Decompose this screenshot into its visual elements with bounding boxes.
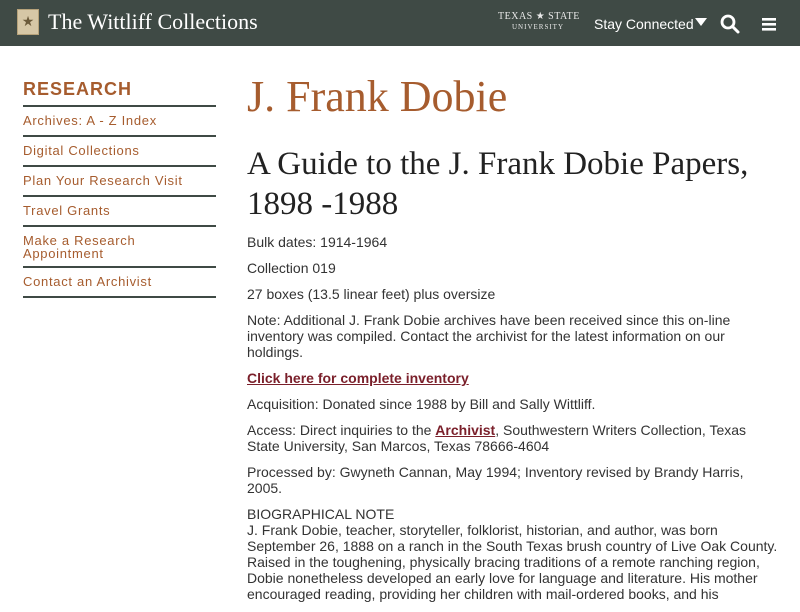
access-prefix: Access: Direct inquiries to the (247, 422, 436, 438)
archivist-link[interactable]: Archivist (435, 422, 496, 438)
research-sidebar (23, 78, 216, 298)
archive-note: Note: Additional J. Frank Dobie archives have been received since this on-line inventory was compiled. Contact the archivist for the latest information on our holdings. (247, 312, 731, 360)
inventory-link-paragraph (247, 370, 782, 386)
stay-connected-menu[interactable]: Stay Connected (594, 16, 694, 32)
acquisition-info: Acquisition: Donated since 1988 by Bill and Sally Wittliff. (247, 396, 596, 412)
hamburger-menu-icon[interactable] (758, 13, 780, 35)
main-content (247, 70, 782, 612)
processed-by: Processed by: Gwyneth Cannan, May 1994; Inventory revised by Brandy Harris, 2005. (247, 464, 744, 496)
access-info (247, 422, 782, 454)
wittliff-logo-icon[interactable]: ★ (17, 9, 39, 35)
sidebar-item-travel-grants[interactable]: Travel Grants (23, 197, 216, 227)
biographical-note: J. Frank Dobie, teacher, storyteller, folklorist, historian, and author, was born September 26, 1888 on a ranch in the South Texas brush country of Live Oak County. Raised in the toughening, physically bracing traditions of a remote ranching region, Dobie nonetheless developed an early love for language and literature. His mother encouraged reading, providing her children with mail-ordered books, and his (247, 522, 778, 602)
access-suffix: , Southwestern Writers Collection, Texas State University, San Marcos, Texas 78666-4604 (247, 422, 747, 454)
collection-number: Collection 019 (247, 260, 336, 276)
sidebar-item-plan-research-visit[interactable]: Plan Your Research Visit (23, 167, 216, 197)
site-logo-text[interactable]: The Wittliff Collections (48, 9, 258, 34)
sidebar-item-contact-archivist[interactable]: Contact an Archivist (23, 268, 216, 298)
search-icon[interactable] (719, 13, 741, 35)
sidebar-item-digital-collections[interactable]: Digital Collections (23, 137, 216, 167)
complete-inventory-link[interactable]: Click here for complete inventory (247, 370, 469, 386)
texas-state-university-logo[interactable] (498, 11, 578, 32)
sidebar-item-archives-index[interactable]: Archives: A - Z Index (23, 107, 216, 137)
university-logo-line1: TEXAS ★ STATE (498, 11, 580, 22)
page-title: J. Frank Dobie (247, 72, 508, 121)
university-logo-line2: UNIVERSITY (512, 23, 564, 31)
top-navigation-bar (0, 0, 800, 46)
guide-title: A Guide to the J. Frank Dobie Papers, 1898 -1988 (247, 146, 749, 222)
sidebar-title: RESEARCH (23, 78, 216, 107)
bio-heading: BIOGRAPHICAL NOTE (247, 506, 395, 522)
bulk-dates: Bulk dates: 1914-1964 (247, 234, 388, 250)
caret-down-icon[interactable] (695, 18, 707, 26)
collection-extent: 27 boxes (13.5 linear feet) plus oversize (247, 286, 496, 302)
sidebar-item-research-appointment[interactable]: Make a Research Appointment (23, 227, 216, 268)
